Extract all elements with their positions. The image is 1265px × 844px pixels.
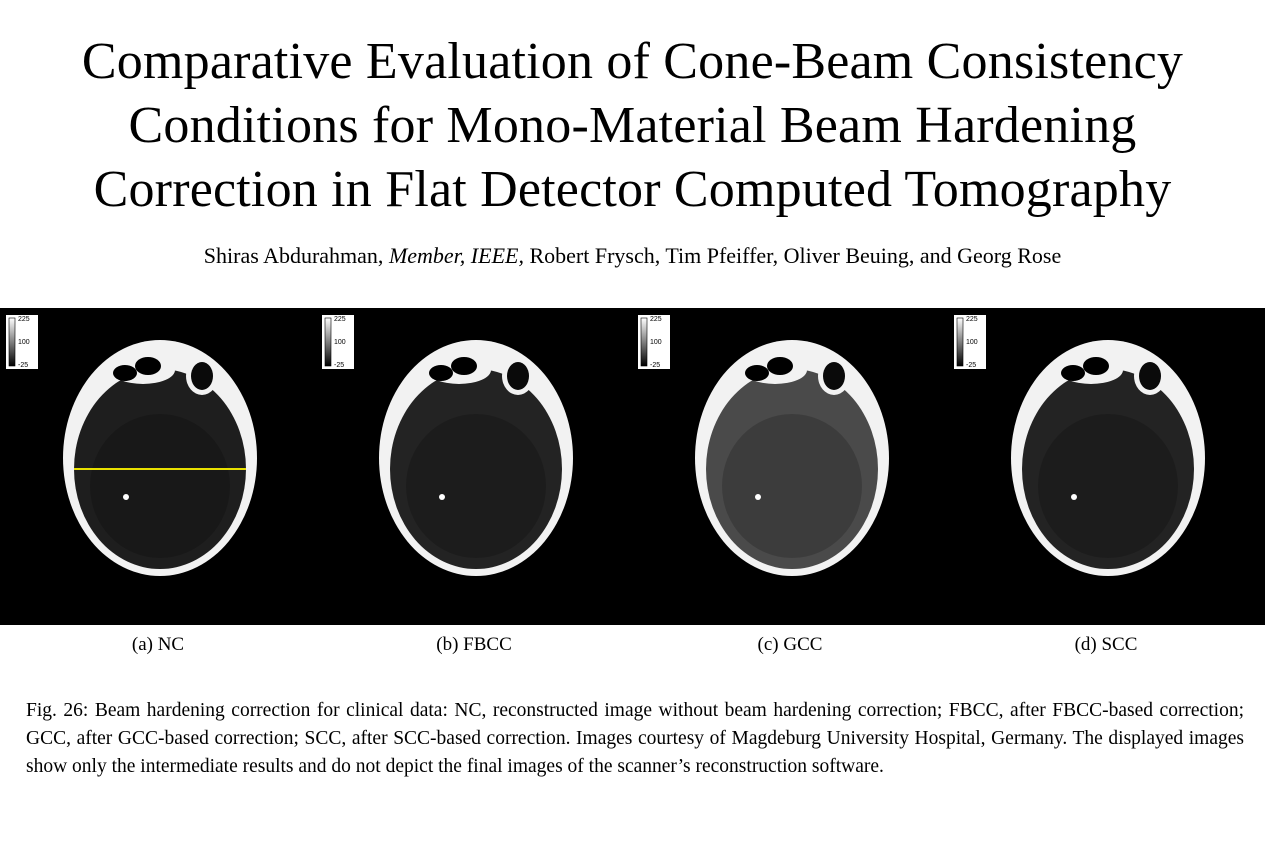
orbit-cavity bbox=[823, 362, 845, 390]
sinus-left bbox=[429, 365, 453, 381]
colorbar-gradient bbox=[9, 318, 15, 366]
head-slice bbox=[1011, 340, 1205, 576]
colorbar-tick-top: 225 bbox=[966, 316, 978, 323]
sinus-left bbox=[1061, 365, 1085, 381]
brain-center-shade bbox=[90, 414, 230, 558]
subcaption-fbcc: (b) FBCC bbox=[436, 634, 512, 655]
colorbar-tick-bottom: -25 bbox=[650, 362, 661, 369]
head-slice bbox=[695, 340, 889, 576]
colorbar-tick-bottom: -25 bbox=[334, 362, 345, 369]
colorbar-tick-bottom: -25 bbox=[966, 362, 977, 369]
calcification bbox=[439, 494, 445, 500]
ct-panel-scc bbox=[948, 308, 1264, 625]
sinus-center bbox=[1083, 357, 1109, 375]
colorbar-tick-top: 225 bbox=[334, 316, 346, 323]
paper-title bbox=[0, 30, 1265, 222]
brain-center-shade bbox=[406, 414, 546, 558]
calcification bbox=[1071, 494, 1077, 500]
author-lead: Shiras Abdurahman, bbox=[203, 243, 384, 268]
colorbar-gradient bbox=[325, 318, 331, 366]
author-rest: Robert Frysch, Tim Pfeiffer, Oliver Beuing, and Georg Rose bbox=[529, 243, 1062, 268]
sinus-left bbox=[113, 365, 137, 381]
calcification bbox=[123, 494, 129, 500]
title-line-3: Correction in Flat Detector Computed Tomography bbox=[93, 161, 1172, 218]
head-slice bbox=[379, 340, 573, 576]
sinus-left bbox=[745, 365, 769, 381]
ct-panel-nc bbox=[0, 308, 316, 625]
colorbar-tick-top: 225 bbox=[18, 316, 30, 323]
colorbar-tick-top: 225 bbox=[650, 316, 662, 323]
brain-center-shade bbox=[1038, 414, 1178, 558]
ct-panel-fbcc bbox=[316, 308, 632, 625]
orbit-cavity bbox=[191, 362, 213, 390]
colorbar-tick-bottom: -25 bbox=[18, 362, 29, 369]
colorbar bbox=[322, 315, 354, 369]
author-list bbox=[0, 243, 1265, 269]
subcaption-scc: (d) SCC bbox=[1074, 634, 1138, 655]
ct-panel-gcc bbox=[632, 308, 948, 625]
colorbar bbox=[6, 315, 38, 369]
subcaption-gcc: (c) GCC bbox=[757, 634, 823, 655]
orbit-cavity bbox=[1139, 362, 1161, 390]
colorbar-gradient bbox=[641, 318, 647, 366]
sinus-center bbox=[451, 357, 477, 375]
colorbar-gradient bbox=[957, 318, 963, 366]
orbit-cavity bbox=[507, 362, 529, 390]
colorbar bbox=[638, 315, 670, 369]
head-slice bbox=[63, 340, 257, 576]
sinus-center bbox=[135, 357, 161, 375]
colorbar-tick-mid: 100 bbox=[334, 339, 346, 346]
colorbar-tick-mid: 100 bbox=[650, 339, 662, 346]
figure-caption: Fig. 26: Beam hardening correction for clinical data: NC, reconstructed image without beam hardening correction; FBCC, after FBCC-based correction; GCC, after GCC-based correction; SCC, after SCC-based correction. Images courtesy of Magdeburg University Hospital, Germany. The displayed images show only the intermediate results and do not depict the final images of the scanner’s reconstruction software. bbox=[26, 700, 1244, 777]
sinus-center bbox=[767, 357, 793, 375]
title-line-2: Conditions for Mono-Material Beam Hardening bbox=[128, 97, 1137, 154]
colorbar-tick-mid: 100 bbox=[18, 339, 30, 346]
ct-figure bbox=[0, 308, 1265, 625]
calcification bbox=[755, 494, 761, 500]
brain-center-shade bbox=[722, 414, 862, 558]
colorbar-tick-mid: 100 bbox=[966, 339, 978, 346]
subcaption-nc: (a) NC bbox=[131, 634, 185, 655]
colorbar bbox=[954, 315, 986, 369]
author-affiliation: Member, IEEE, bbox=[388, 243, 524, 268]
title-line-1: Comparative Evaluation of Cone-Beam Consistency bbox=[81, 33, 1184, 90]
